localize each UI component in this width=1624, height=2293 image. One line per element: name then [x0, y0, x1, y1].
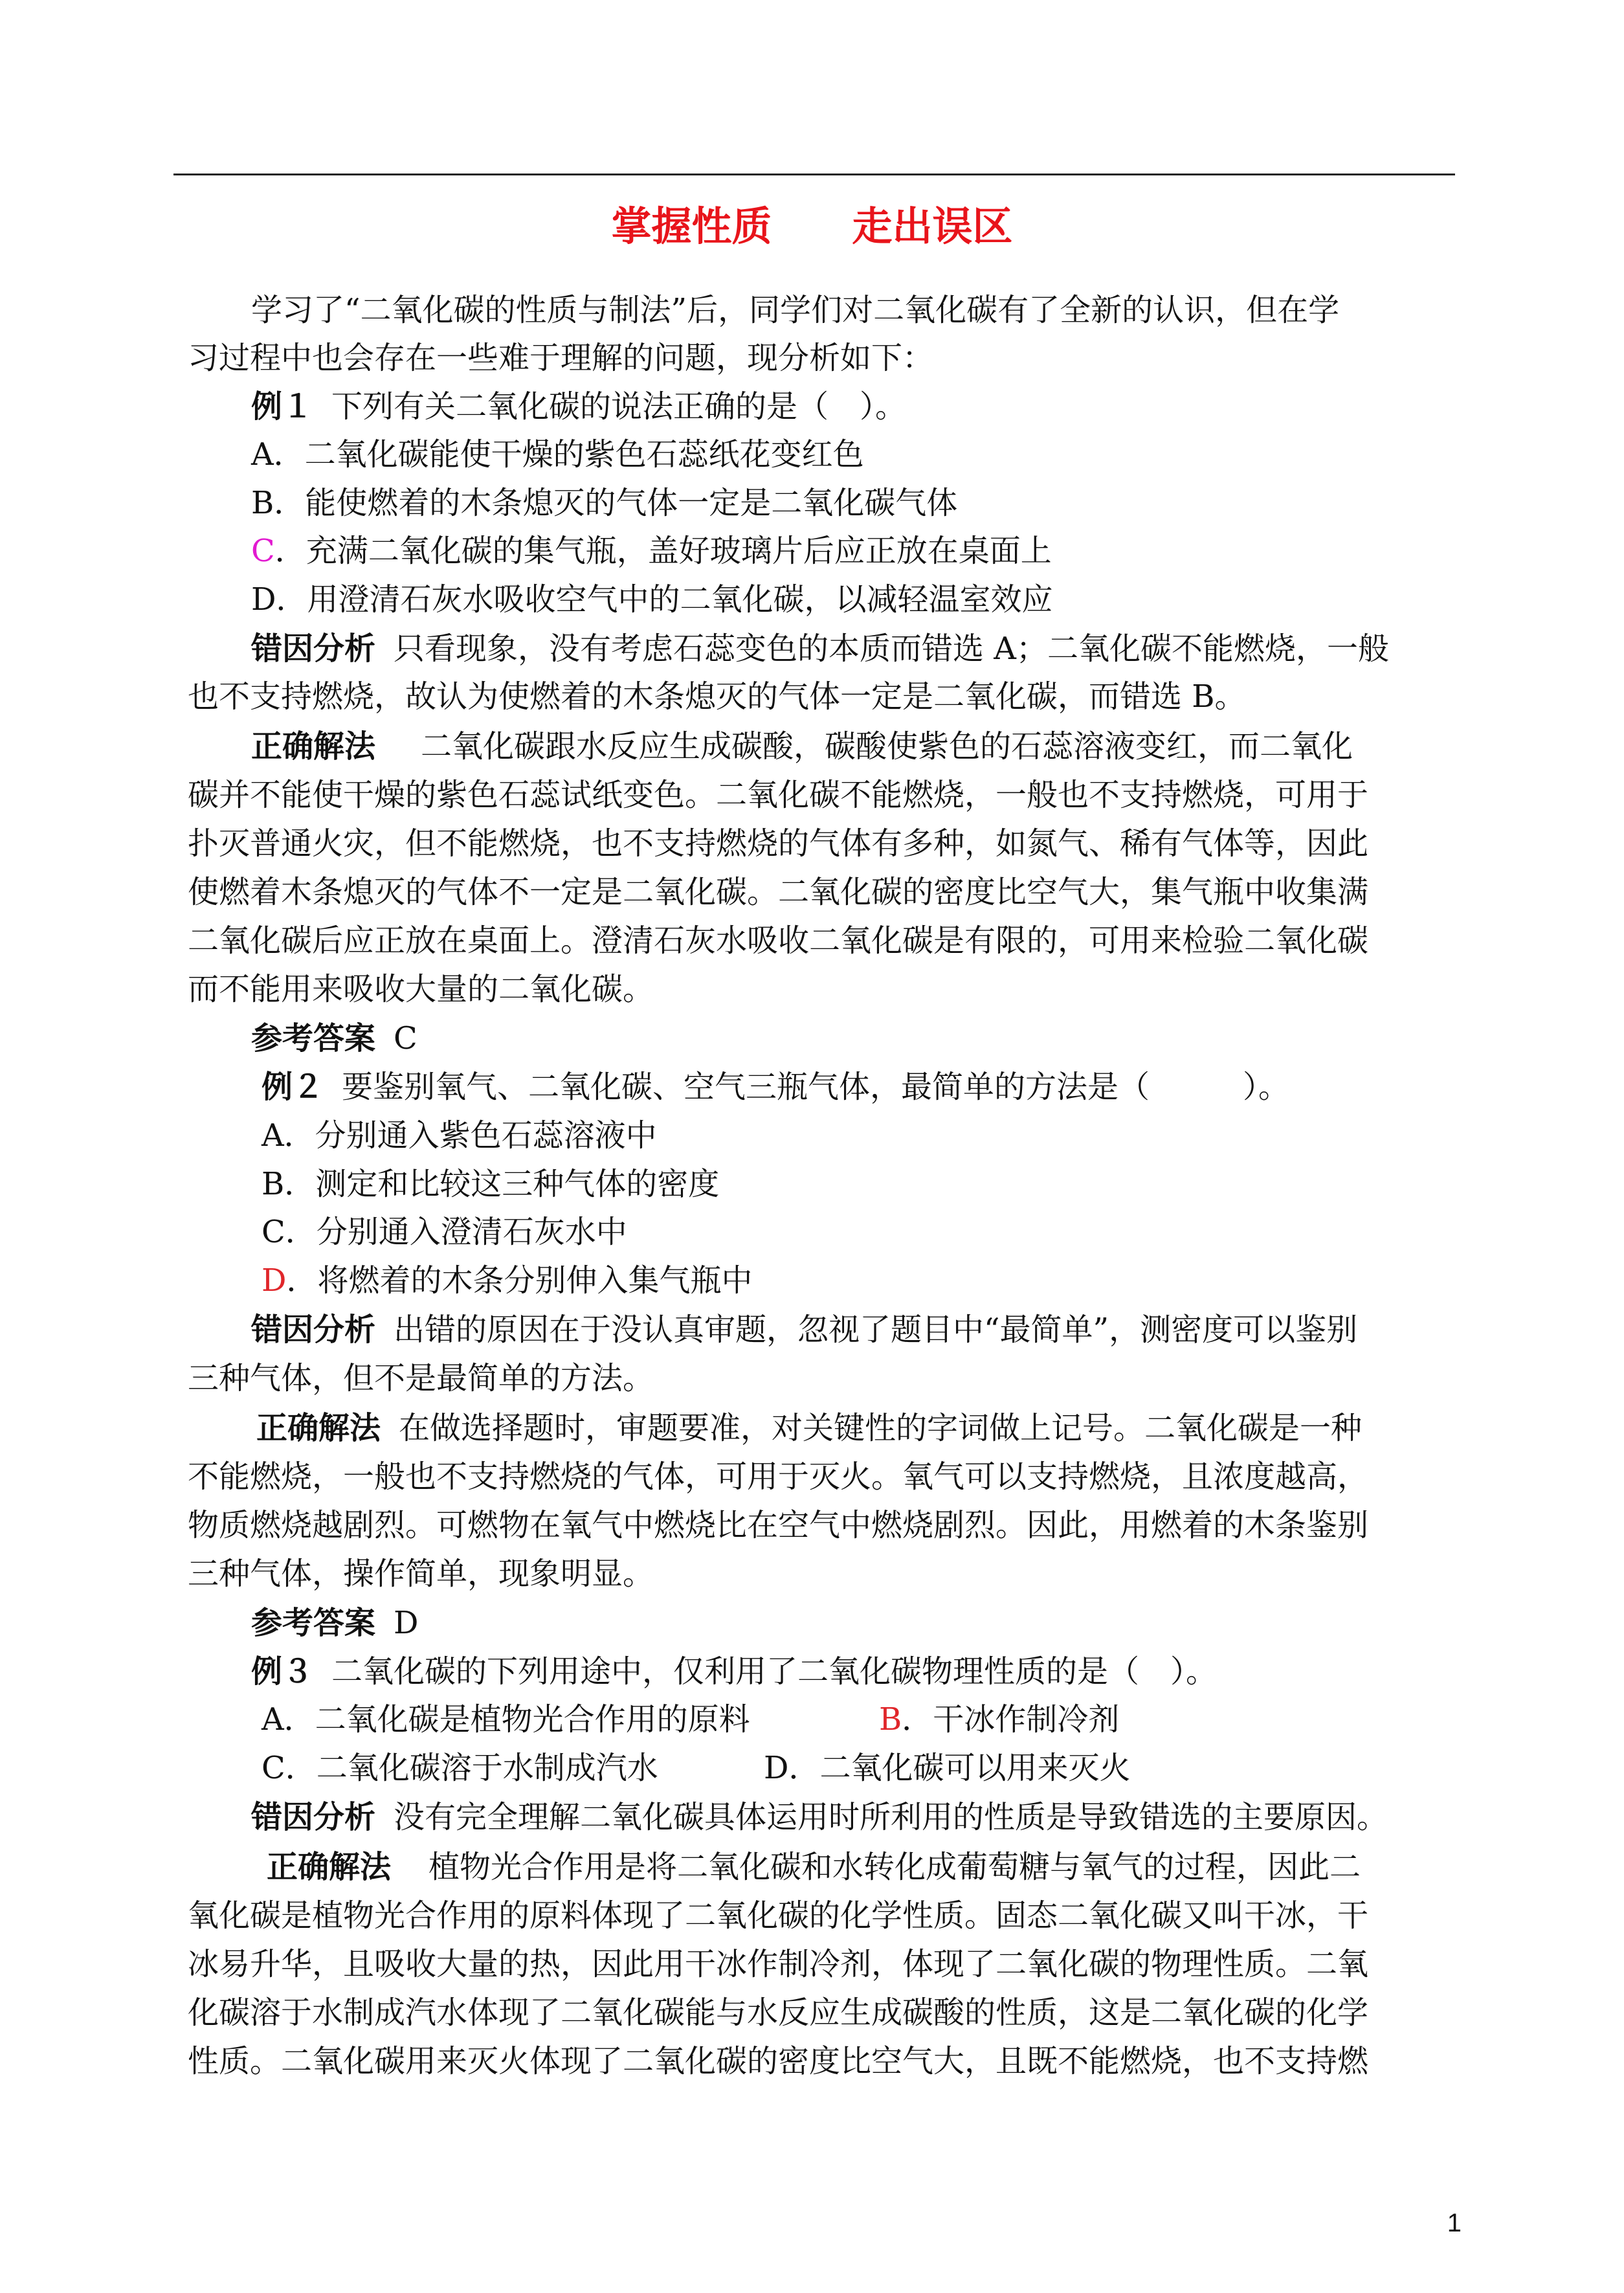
error-label: 错因分析: [251, 631, 376, 667]
example1-solution-line: 使燃着木条熄灭的气体不一定是二氧化碳。二氧化碳的密度比空气大，集气瓶中收集满: [188, 874, 1369, 910]
option-text: ．二氧化碳是植物光合作用的原料: [284, 1701, 750, 1738]
example2-question-text: 要鉴别氧气、二氧化碳、空气三瓶气体，最简单的方法是（ ）。: [342, 1069, 1290, 1105]
example2-label: 例２: [261, 1069, 324, 1105]
option-letter-highlighted: B: [879, 1701, 902, 1738]
example2-solution-line: 物质燃烧越剧烈。可燃物在氧气中燃烧比在空气中燃烧剧烈。因此，用燃着的木条鉴别: [188, 1507, 1369, 1543]
solution-label: 正确解法: [267, 1849, 392, 1885]
example1-option-b: [251, 478, 957, 528]
example1-label: 例１: [251, 388, 314, 425]
example1-error-line: 也不支持燃烧，故认为使燃着的木条熄灭的气体一定是二氧化碳，而错选 B。: [188, 678, 1246, 715]
example2-option-d: [261, 1255, 753, 1306]
example3-solution-line: 化碳溶于水制成汽水体现了二氧化碳能与水反应生成碳酸的性质，这是二氧化碳的化学: [188, 1995, 1369, 2031]
intro-line: 习过程中也会存在一些难于理解的问题，现分析如下：: [188, 340, 934, 376]
option-text: ．二氧化碳溶于水制成汽水: [285, 1750, 658, 1786]
option-text: ．测定和比较这三种气体的密度: [284, 1166, 720, 1202]
example2-error-line: 错因分析 出错的原因在于没认真审题，忽视了题目中“最简单”，测密度可以鉴别: [251, 1312, 1358, 1348]
example3-label: 例３: [251, 1653, 314, 1690]
option-text: ．充满二氧化碳的集气瓶，盖好玻璃片后应正放在桌面上: [274, 533, 1052, 569]
header-rule: [173, 173, 1455, 175]
example3-question-text: 二氧化碳的下列用途中，仅利用了二氧化碳物理性质的是（ ）。: [331, 1653, 1218, 1690]
example1-question: [251, 381, 906, 432]
option-text: ．能使燃着的木条熄灭的气体一定是二氧化碳气体: [274, 485, 958, 521]
example3-option-c: [261, 1743, 658, 1793]
option-letter-highlighted: D: [261, 1262, 287, 1299]
option-letter: C: [261, 1750, 285, 1786]
example3-option-b: [879, 1694, 1119, 1745]
error-label: 错因分析: [251, 1799, 376, 1835]
option-text: ．用澄清石灰水吸收空气中的二氧化碳，以减轻温室效应: [276, 581, 1053, 618]
option-text: ．二氧化碳能使干燥的紫色石蕊纸花变红色: [273, 436, 864, 473]
example1-option-c: [251, 526, 1052, 576]
option-letter: D: [251, 581, 276, 618]
option-letter: D: [764, 1750, 789, 1786]
example1-solution-line: 碳并不能使干燥的紫色石蕊试纸变色。二氧化碳不能燃烧，一般也不支持燃烧，可用于: [188, 777, 1369, 813]
example3-option-a: [261, 1694, 750, 1745]
page-number: 1: [1447, 2209, 1462, 2237]
example1-answer: [251, 1013, 417, 1064]
answer-label: 参考答案: [251, 1020, 376, 1057]
example1-option-a: [251, 429, 864, 480]
example3-solution-line: 性质。二氧化碳用来灭火体现了二氧化碳的密度比空气大，且既不能燃烧，也不支持燃: [188, 2043, 1369, 2079]
option-text: ．干冰作制冷剂: [902, 1701, 1120, 1738]
intro-line: 学习了“二氧化碳的性质与制法”后，同学们对二氧化碳有了全新的认识，但在学: [251, 292, 1340, 328]
example1-solution-line: 正确解法 二氧化碳跟水反应生成碳酸，碳酸使紫色的石蕊溶液变红，而二氧化: [251, 728, 1353, 765]
option-letter: B: [261, 1166, 285, 1202]
example2-option-c: [261, 1207, 627, 1257]
example1-question-text: 下列有关二氧化碳的说法正确的是（ ）。: [331, 388, 907, 425]
option-text: ．二氧化碳可以用来灭火: [788, 1750, 1131, 1786]
answer-value: D: [394, 1605, 419, 1641]
example3-solution-line: 冰易升华，且吸收大量的热，因此用干冰作制冷剂，体现了二氧化碳的物理性质。二氧: [188, 1946, 1369, 1982]
option-text: ．分别通入澄清石灰水中: [285, 1214, 627, 1250]
example2-question: [261, 1062, 1289, 1112]
solution-label: 正确解法: [251, 728, 376, 765]
example1-option-d: [251, 574, 1053, 625]
example2-error-line: 三种气体，但不是最简单的方法。: [188, 1360, 654, 1396]
example1-solution-line: 扑灭普通火灾，但不能燃烧，也不支持燃烧的气体有多种，如氮气、稀有气体等，因此: [188, 825, 1369, 862]
example3-option-d: [764, 1743, 1131, 1793]
example2-option-a: [261, 1110, 657, 1161]
option-letter: A: [251, 436, 274, 473]
example2-solution-line: 正确解法 在做选择题时，审题要准，对关键性的字词做上记号。二氧化碳是一种: [256, 1410, 1363, 1446]
example2-solution-line: 不能燃烧，一般也不支持燃烧的气体，可用于灭火。氧气可以支持燃烧，且浓度越高，: [188, 1459, 1369, 1495]
option-letter-highlighted: C: [251, 533, 275, 569]
error-label: 错因分析: [251, 1312, 376, 1348]
page-title: 掌握性质 走出误区: [611, 203, 1013, 250]
example1-error-line: 错因分析 只看现象，没有考虑石蕊变色的本质而错选 A；二氧化碳不能燃烧，一般: [251, 631, 1389, 667]
example3-question: [251, 1646, 1217, 1697]
option-letter: A: [261, 1701, 284, 1738]
option-letter: B: [251, 485, 274, 521]
answer-label: 参考答案: [251, 1605, 376, 1641]
example1-solution-line: 而不能用来吸收大量的二氧化碳。: [188, 971, 654, 1007]
example2-answer: [251, 1598, 419, 1648]
example2-solution-line: 三种气体，操作简单，现象明显。: [188, 1556, 654, 1592]
option-letter: A: [261, 1117, 284, 1154]
option-text: ．将燃着的木条分别伸入集气瓶中: [286, 1262, 753, 1299]
example3-solution-line: 正确解法 植物光合作用是将二氧化碳和水转化成葡萄糖与氧气的过程，因此二: [267, 1849, 1361, 1885]
example3-error-line: 错因分析 没有完全理解二氧化碳具体运用时所利用的性质是导致错选的主要原因。: [251, 1799, 1388, 1835]
example3-solution-line: 氧化碳是植物光合作用的原料体现了二氧化碳的化学性质。固态二氧化碳又叫干冰，干: [188, 1897, 1369, 1934]
option-text: ．分别通入紫色石蕊溶液中: [284, 1117, 657, 1154]
solution-label: 正确解法: [256, 1410, 381, 1446]
answer-value: C: [394, 1020, 417, 1057]
example2-option-b: [261, 1159, 719, 1209]
option-letter: C: [261, 1214, 285, 1250]
example1-solution-line: 二氧化碳后应正放在桌面上。澄清石灰水吸收二氧化碳是有限的，可用来检验二氧化碳: [188, 923, 1369, 959]
